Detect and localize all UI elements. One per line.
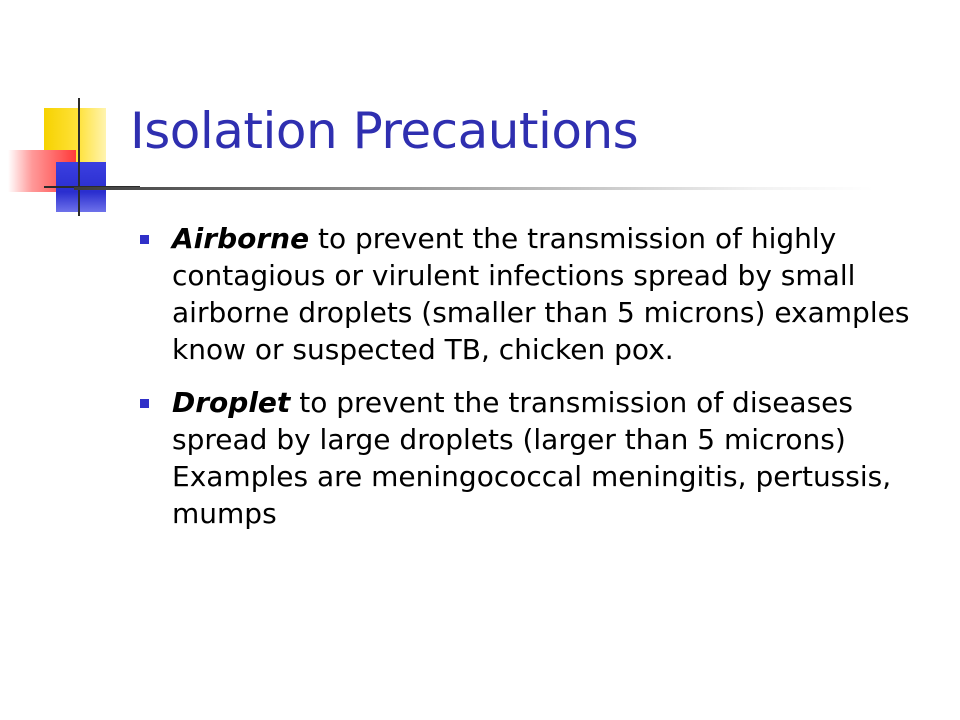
bullet-list <box>140 220 940 548</box>
slide-title: Isolation Precautions <box>130 102 639 160</box>
bullet-item-airborne <box>140 220 940 368</box>
decorative-logo <box>0 90 140 230</box>
square-bullet-icon <box>140 235 149 244</box>
bullet-term: Airborne <box>172 222 310 255</box>
bullet-text: to prevent the transmission of diseases spread by large droplets (larger than 5 microns) Examples are meningococcal meningitis, pertussis, mumps <box>172 386 892 530</box>
bullet-item-droplet <box>140 384 940 532</box>
square-bullet-icon <box>140 399 149 408</box>
logo-vertical-line <box>78 98 80 216</box>
bullet-term: Droplet <box>172 386 291 419</box>
bullet-text: to prevent the transmission of highly contagious or virulent infections spread by small airborne droplets (smaller than 5 microns) examples know or suspected TB, chicken pox. <box>172 222 910 366</box>
title-divider <box>74 187 874 190</box>
